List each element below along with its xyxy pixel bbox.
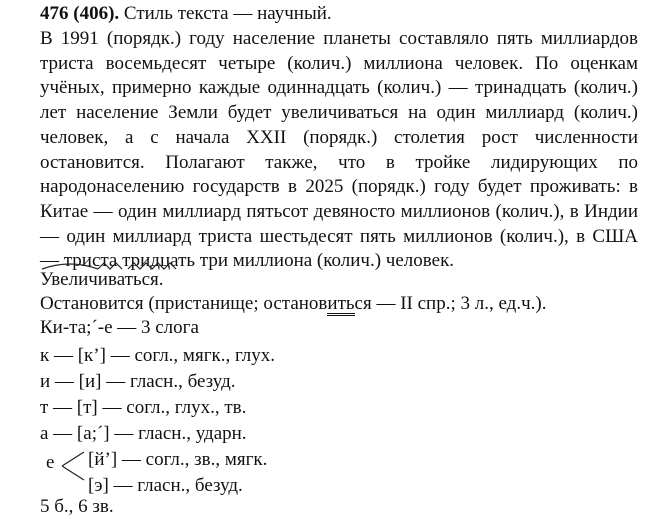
morpheme-analysis-line (40, 268, 164, 292)
phonetic-line-a: а — [а;´] — гласн., ударн. (40, 423, 247, 444)
phonetic-line-i: и — [и] — гласн., безуд. (40, 371, 236, 392)
phonetic-line-k: к — [к’] — согл., мягк., глух. (40, 345, 276, 366)
suffix-underlined: ить (327, 293, 355, 314)
branch-lines-icon (60, 448, 90, 484)
verb-analysis-line: Остановится (пристанище; остановиться — II спр.; 3 л., ед.ч.). (40, 293, 547, 314)
phonetic-line-t: т — [т] — согл., глух., тв. (40, 397, 247, 418)
exercise-title: Стиль текста — научный. (123, 3, 332, 24)
syllables-line: Ки-та;´-е — 3 слога (40, 317, 199, 338)
exercise-heading (40, 2, 332, 26)
summary-line: 5 б., 6 зв. (40, 496, 114, 517)
morpheme-marks-icon (40, 261, 180, 271)
phonetic-line-e-yot: [й’] — согл., зв., мягк. (88, 449, 268, 470)
morpheme-word: Увеличиваться. (40, 268, 164, 292)
exercise-number: 476 (406). (40, 3, 120, 24)
exercise-text: В 1991 (порядк.) году население планеты составляло пять миллиардов триста восемьдесят четыре (колич.) миллиона человек. По оценкам учёных, примерно каждые одиннадцать (колич.) — тринадцать (колич.) лет население Земли будет увеличиваться на один миллиард (колич.) человек, а с начала XXII (порядк.) столетия рост численности остановится. Полагают также, что в тройке лидирующих по народонаселению государств в 2025 (порядк.) году будет проживать: в Китае — один миллиард пятьсот девяносто миллионов (колич.), в Индии — один миллиард триста шестьдесят пять миллионов (колич.), в США — триста тридцать три миллиона (колич.) человек. (40, 28, 638, 272)
branch-letter: е (46, 452, 55, 473)
phonetic-line-e-vowel: [э] — гласн., безуд. (88, 475, 243, 496)
